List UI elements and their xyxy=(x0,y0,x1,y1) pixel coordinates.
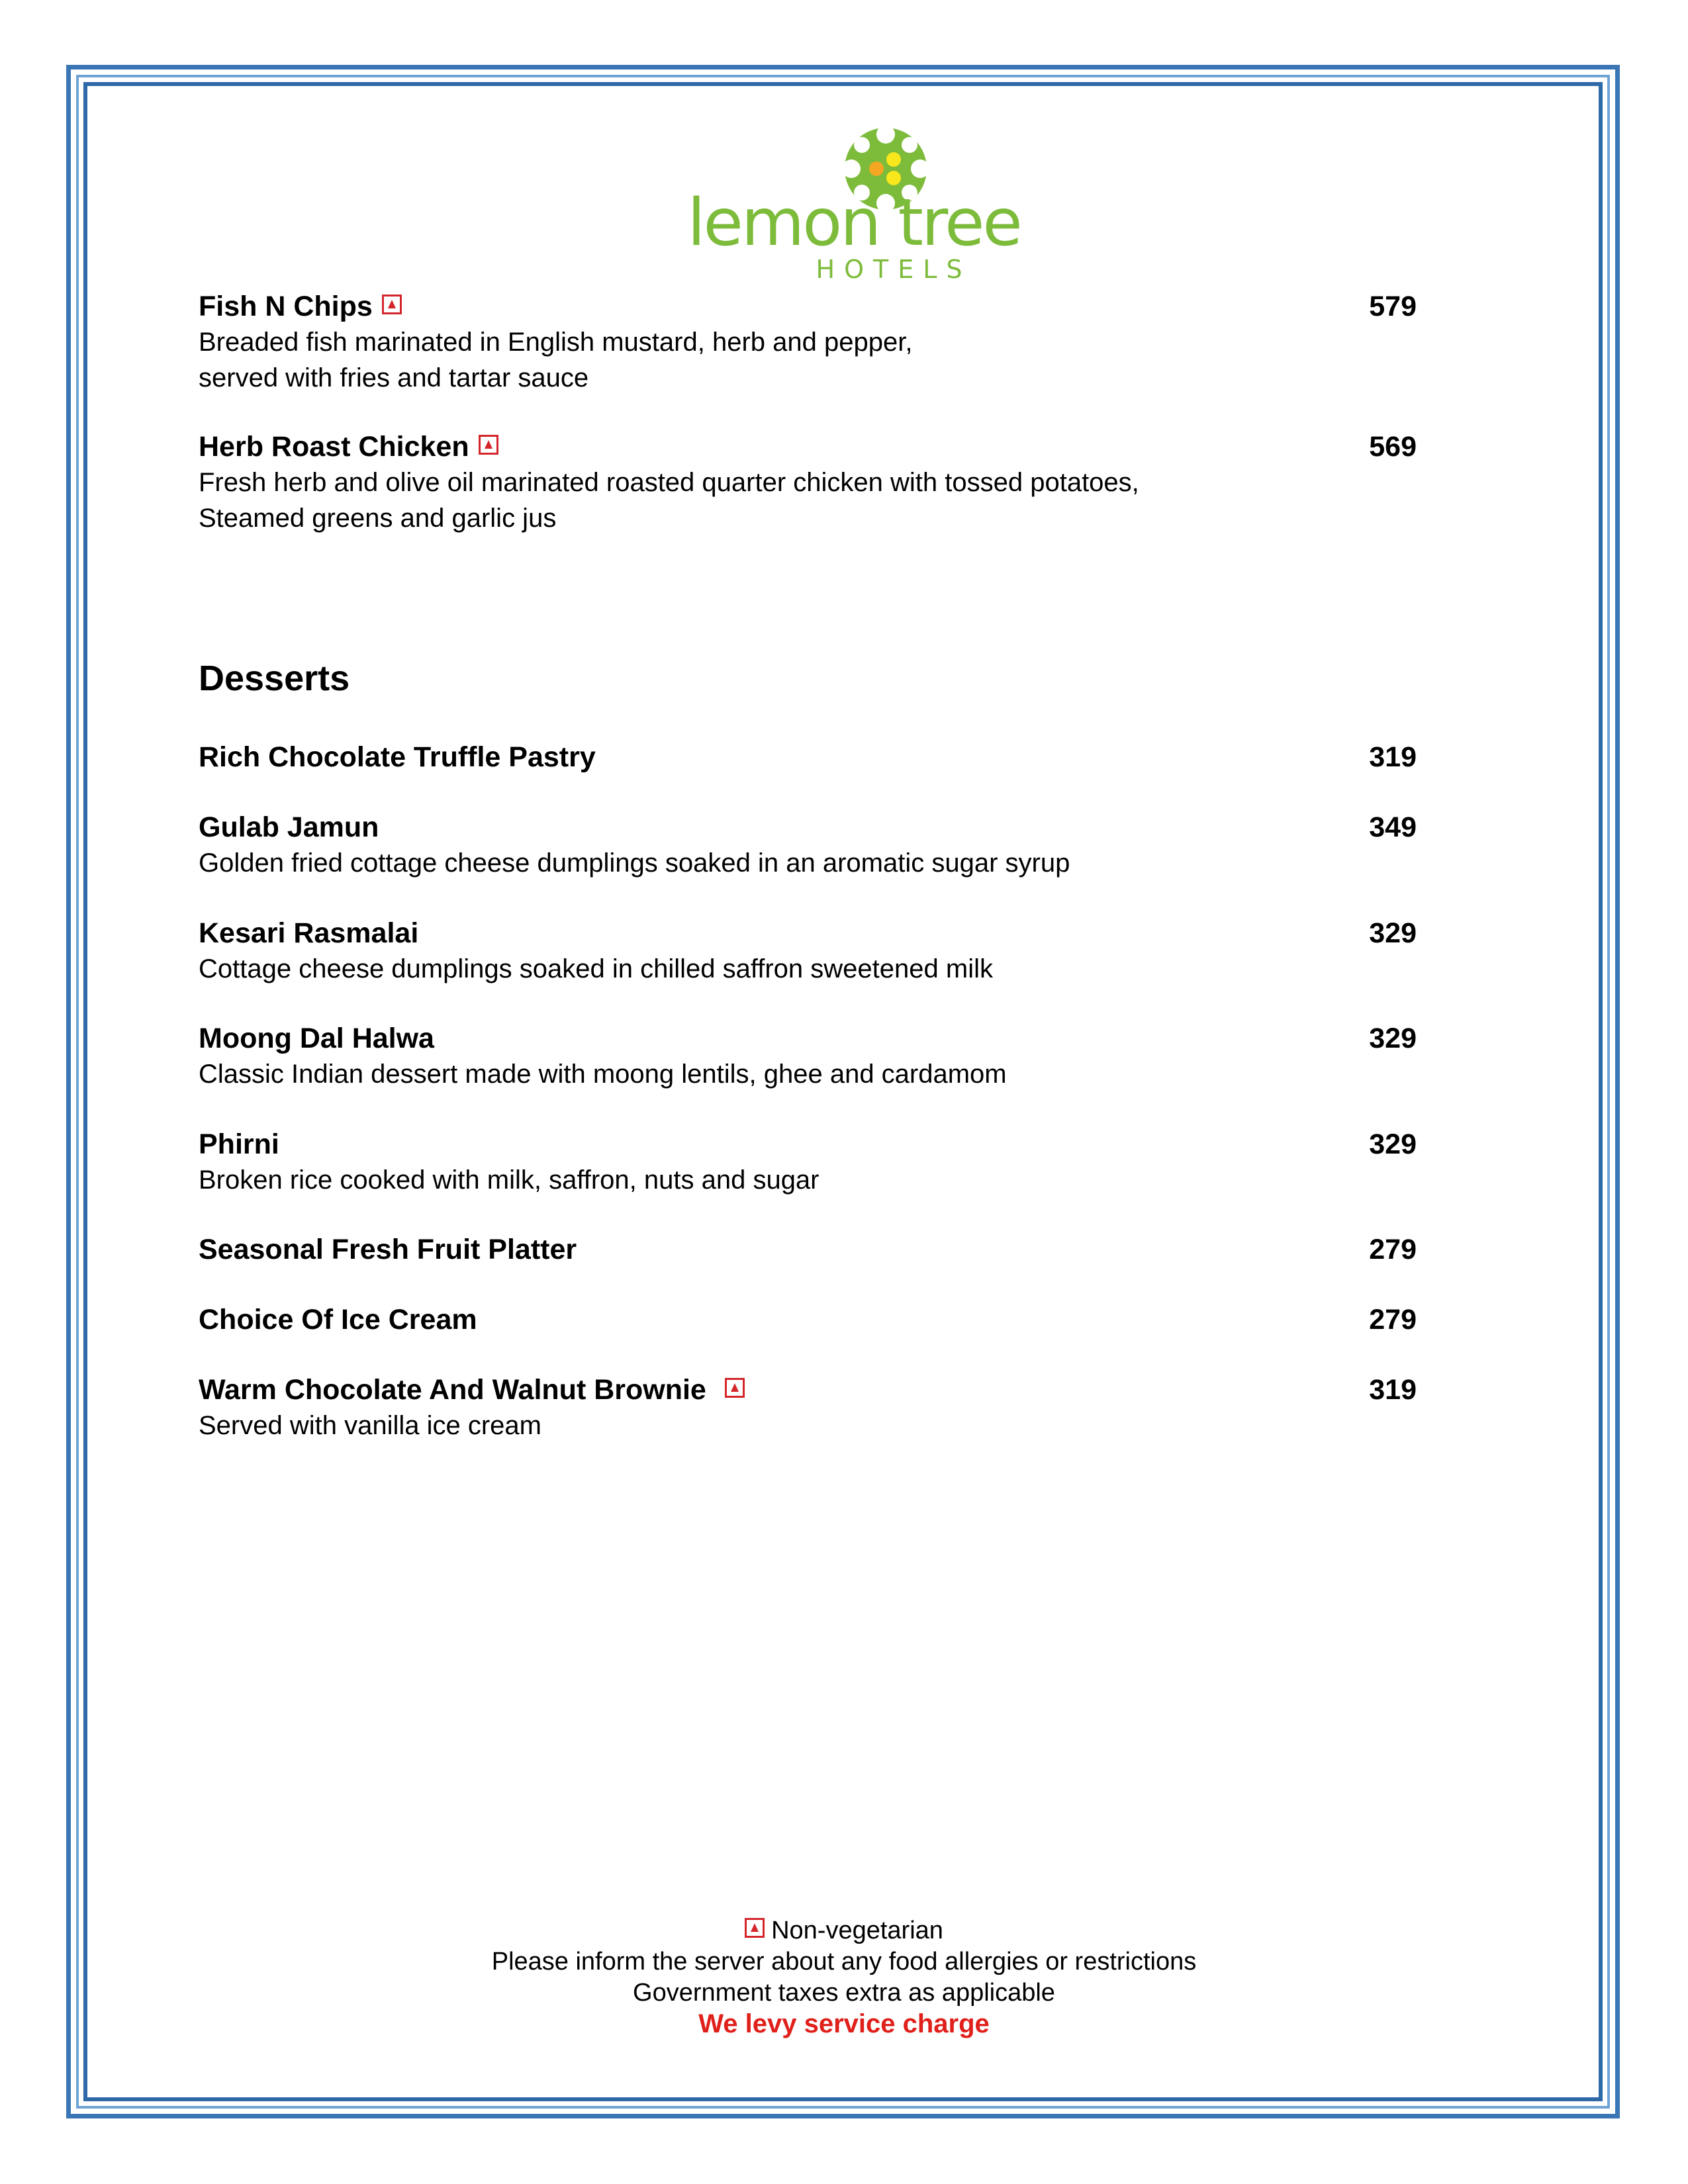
logo-subtitle: HOTELS xyxy=(816,255,972,284)
item-price: 329 xyxy=(1369,1023,1417,1054)
item-price: 569 xyxy=(1369,431,1417,463)
item-name: Kesari Rasmalai xyxy=(199,917,419,949)
item-description: Golden fried cottage cheese dumplings soaked in an aromatic sugar syrup xyxy=(199,848,1070,878)
item-name: Fish N Chips xyxy=(199,291,373,322)
item-description: Cottage cheese dumplings soaked in chilled saffron sweetened milk xyxy=(199,954,993,983)
item-description: served with fries and tartar sauce xyxy=(199,363,589,392)
item-price: 319 xyxy=(1369,1374,1417,1406)
non-veg-symbol-icon xyxy=(725,1378,745,1398)
item-price: 349 xyxy=(1369,811,1417,843)
non-veg-symbol-icon xyxy=(382,295,402,314)
item-description: Breaded fish marinated in English mustard, herb and pepper, xyxy=(199,328,913,357)
item-description: Fresh herb and olive oil marinated roasted quarter chicken with tossed potatoes, xyxy=(199,468,1139,497)
item-price: 329 xyxy=(1369,917,1417,949)
item-name: Herb Roast Chicken xyxy=(199,431,469,463)
section-title: Desserts xyxy=(199,659,350,698)
menu-item xyxy=(199,1126,1417,1198)
menu-item xyxy=(199,739,1417,775)
menu-item xyxy=(199,429,1417,536)
footer-legend xyxy=(0,1915,1688,1946)
item-price: 329 xyxy=(1369,1128,1417,1160)
item-name: Seasonal Fresh Fruit Platter xyxy=(199,1234,577,1265)
item-price: 279 xyxy=(1369,1234,1417,1265)
item-description: Classic Indian dessert made with moong lentils, ghee and cardamom xyxy=(199,1060,1007,1089)
menu-item xyxy=(199,1232,1417,1267)
item-name: Choice Of Ice Cream xyxy=(199,1304,477,1336)
service-charge-note: We levy service charge xyxy=(698,2009,990,2038)
item-price: 319 xyxy=(1369,741,1417,773)
item-price: 579 xyxy=(1369,291,1417,322)
menu-item xyxy=(199,1372,1417,1443)
lemon-tree-logo xyxy=(682,122,1026,288)
menu-item xyxy=(199,809,1417,881)
item-description: Served with vanilla ice cream xyxy=(199,1411,541,1440)
item-description: Steamed greens and garlic jus xyxy=(199,504,557,533)
item-name: Moong Dal Halwa xyxy=(199,1023,434,1054)
menu-item xyxy=(199,1021,1417,1092)
logo-wordmark: lemon tree xyxy=(687,185,1021,261)
tax-note: Government taxes extra as applicable xyxy=(633,1979,1055,2007)
item-price: 279 xyxy=(1369,1304,1417,1336)
item-name: Phirni xyxy=(199,1128,279,1160)
menu-item xyxy=(199,1302,1417,1338)
menu-item xyxy=(199,289,1417,396)
item-name: Rich Chocolate Truffle Pastry xyxy=(199,741,596,773)
non-veg-symbol-icon xyxy=(745,1918,765,1938)
non-veg-symbol-icon xyxy=(479,435,498,455)
legend-label: Non-vegetarian xyxy=(771,1917,943,1944)
item-name: Warm Chocolate And Walnut Brownie xyxy=(199,1374,706,1406)
item-name: Gulab Jamun xyxy=(199,811,379,843)
allergy-note: Please inform the server about any food allergies or restrictions xyxy=(491,1948,1197,1976)
menu-item xyxy=(199,915,1417,987)
item-description: Broken rice cooked with milk, saffron, nuts and sugar xyxy=(199,1165,820,1195)
